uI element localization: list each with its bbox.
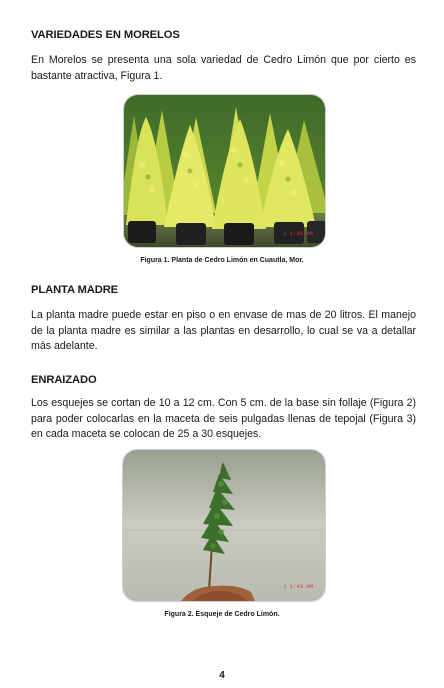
page-number: 4	[219, 670, 225, 681]
section-body-enraizado: Los esquejes se cortan de 10 a 12 cm. Con 5 cm. de la base sin follaje (Figura 2) para poder colocarlas en la maceta de seis pulgadas llenas de tepojal (Figura 3) en cada maceta se colocan de 25 a 30 esquejes.	[31, 397, 416, 441]
section-body-variedades: En Morelos se presenta una sola variedad de Cedro Limón que por cierto es bastante atractiva, Figura 1.	[31, 54, 416, 82]
figure-2-caption: Figura 2. Esqueje de Cedro Limón.	[164, 611, 280, 618]
cedro-limon-plants-image	[124, 95, 325, 247]
cedro-limon-cutting-image	[123, 450, 325, 601]
section-heading-enraizado: ENRAIZADO	[31, 374, 97, 386]
figure-2-timestamp: 1 1:43 AM	[283, 583, 313, 590]
figure-1-timestamp: 1 1:05 AM	[283, 230, 313, 237]
figure-1-photo	[124, 95, 325, 247]
section-heading-variedades: VARIEDADES EN MORELOS	[31, 29, 180, 41]
figure-1-caption: Figura 1. Planta de Cedro Limón en Cuautla, Mor.	[140, 257, 304, 264]
figure-2-photo	[123, 450, 325, 601]
section-heading-planta-madre: PLANTA MADRE	[31, 284, 119, 296]
section-body-planta-madre: La planta madre puede estar en piso o en envase de mas de 20 litros. El manejo de la planta madre es similar a las plantas en desarrollo, lo cual se va a detallar más adelante.	[31, 309, 416, 353]
